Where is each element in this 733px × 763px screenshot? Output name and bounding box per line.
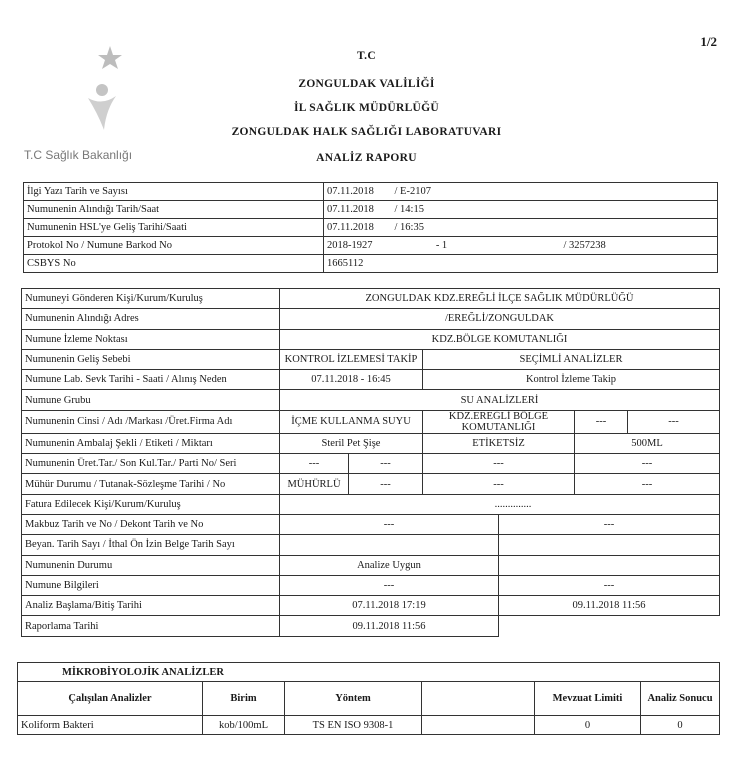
header-report-title: ANALİZ RAPORU [316, 152, 417, 164]
table-row [22, 390, 720, 410]
sender-value: ZONGULDAK KDZ.EREĞLİ İLÇE SAĞLIK MÜDÜRLÜĞÜ [280, 289, 720, 309]
table-row [22, 289, 720, 309]
table-row [22, 329, 720, 349]
table-row [22, 535, 720, 555]
analysis-label: Analiz Başlama/Bitiş Tarihi [22, 596, 280, 616]
prod-value-3: --- [423, 454, 575, 474]
point-label: Numune İzleme Noktası [22, 329, 280, 349]
seal-label: Mühür Durumu / Tutanak-Sözleşme Tarihi / No [22, 474, 280, 494]
header-laboratory: ZONGULDAK HALK SAĞLIĞI LABORATUVARI [231, 126, 502, 138]
pack-value-3: 500ML [575, 433, 720, 453]
seal-value-2: --- [349, 474, 423, 494]
point-value: KDZ.BÖLGE KOMUTANLIĞI [280, 329, 720, 349]
ref-value: / 14:15 [392, 201, 718, 219]
table-row [22, 454, 720, 474]
seal-value-1: MÜHÜRLÜ [280, 474, 349, 494]
col-empty-header [422, 682, 535, 716]
table-row [22, 575, 720, 595]
info-label: Numune Bilgileri [22, 575, 280, 595]
table-row [22, 514, 720, 534]
declaration-value-1 [280, 535, 499, 555]
ref-value: / 16:35 [392, 219, 718, 237]
table-row [22, 349, 720, 369]
micro-section-title: MİKROBİYOLOJİK ANALİZLER [18, 663, 720, 682]
reason-value-1: KONTROL İZLEMESİ TAKİP [280, 349, 423, 369]
table-row [22, 555, 720, 575]
table-row [22, 596, 720, 616]
receipt-value-2: --- [499, 514, 720, 534]
ref-label: İlgi Yazı Tarih ve Sayısı [24, 183, 324, 201]
info-value-2: --- [499, 575, 720, 595]
address-label: Numunenin Alındığı Adres [22, 309, 280, 329]
table-row [22, 433, 720, 453]
declaration-label: Beyan. Tarih Sayı / İthal Ön İzin Belge Tarih Sayı [22, 535, 280, 555]
info-value-1: --- [280, 575, 499, 595]
type-value-2: KDZ.EREĞLİ BÖLGE KOMUTANLIĞI [423, 410, 575, 433]
invoice-label: Fatura Edilecek Kişi/Kurum/Kuruluş [22, 494, 280, 514]
receipt-value-1: --- [280, 514, 499, 534]
ship-label: Numune Lab. Sevk Tarihi - Saati / Alınış Neden [22, 370, 280, 390]
analysis-start: 07.11.2018 17:19 [280, 596, 499, 616]
table-row [24, 255, 718, 273]
report-label: Raporlama Tarihi [22, 616, 280, 636]
sample-table [21, 288, 720, 637]
table-row [22, 410, 720, 433]
analysis-end: 09.11.2018 11:56 [499, 596, 720, 616]
report-empty [499, 616, 720, 636]
table-row [22, 494, 720, 514]
prod-label: Numunenin Üret.Tar./ Son Kul.Tar./ Parti No/ Seri [22, 454, 280, 474]
table-row [18, 716, 720, 735]
reason-label: Numunenin Geliş Sebebi [22, 349, 280, 369]
header-governorship: ZONGULDAK VALİLİĞİ [298, 78, 435, 90]
prod-value-2: --- [349, 454, 423, 474]
type-value-4: --- [628, 410, 720, 433]
pack-value-1: Steril Pet Şişe [280, 433, 423, 453]
table-row [22, 309, 720, 329]
analysis-method: TS EN ISO 9308-1 [285, 716, 422, 735]
table-row [22, 616, 720, 636]
col-analysis-header: Çalışılan Analizler [18, 682, 203, 716]
invoice-value: .............. [280, 494, 720, 514]
analysis-result: 0 [641, 716, 720, 735]
page-number: 1/2 [700, 34, 717, 49]
logo-caption: T.C Sağlık Bakanlığı [24, 148, 133, 162]
type-value-3: --- [575, 410, 628, 433]
pack-label: Numunenin Ambalaj Şekli / Etiketi / Miktarı [22, 433, 280, 453]
analysis-limit: 0 [535, 716, 641, 735]
receipt-label: Makbuz Tarih ve No / Dekont Tarih ve No [22, 514, 280, 534]
ref-date: 07.11.2018 [324, 183, 392, 201]
table-row [18, 663, 720, 682]
pack-value-2: ETİKETSİZ [423, 433, 575, 453]
status-empty [499, 555, 720, 575]
ref-value: - 1 [392, 237, 492, 255]
col-limit-header: Mevzuat Limiti [535, 682, 641, 716]
ref-value: / E-2107 [392, 183, 718, 201]
seal-value-3: --- [423, 474, 575, 494]
micro-table [17, 662, 720, 735]
ref-date: 07.11.2018 [324, 201, 392, 219]
col-unit-header: Birim [203, 682, 285, 716]
ref-label: Numunenin HSL'ye Geliş Tarihi/Saati [24, 219, 324, 237]
ship-value-2: Kontrol İzleme Takip [423, 370, 720, 390]
address-value: /EREĞLİ/ZONGULDAK [280, 309, 720, 329]
reference-table [23, 182, 718, 273]
col-method-header: Yöntem [285, 682, 422, 716]
ref-label: Protokol No / Numune Barkod No [24, 237, 324, 255]
ship-value-1: 07.11.2018 - 16:45 [280, 370, 423, 390]
status-label: Numunenin Durumu [22, 555, 280, 575]
ref-label: Numunenin Alındığı Tarih/Saat [24, 201, 324, 219]
header-directorate: İL SAĞLIK MÜDÜRLÜĞÜ [294, 102, 439, 114]
table-row [22, 370, 720, 390]
col-result-header: Analiz Sonucu [641, 682, 720, 716]
analysis-unit: kob/100mL [203, 716, 285, 735]
table-row [22, 474, 720, 494]
prod-value-4: --- [575, 454, 720, 474]
table-row [24, 219, 718, 237]
table-row [24, 201, 718, 219]
ref-date: 1665112 [324, 255, 718, 273]
type-value-1: İÇME KULLANMA SUYU [280, 410, 423, 433]
status-value: Analize Uygun [280, 555, 499, 575]
seal-value-4: --- [575, 474, 720, 494]
analysis-empty [422, 716, 535, 735]
table-row [24, 183, 718, 201]
table-row [24, 237, 718, 255]
declaration-value-2 [499, 535, 720, 555]
ref-label: CSBYS No [24, 255, 324, 273]
group-value: SU ANALİZLERİ [280, 390, 720, 410]
type-label: Numunenin Cinsi / Adı /Markası /Üret.Firma Adı [22, 410, 280, 433]
header-tc: T.C [357, 50, 376, 62]
sender-label: Numuneyi Gönderen Kişi/Kurum/Kuruluş [22, 289, 280, 309]
analysis-name: Koliform Bakteri [18, 716, 203, 735]
ref-date: 2018-1927 [324, 237, 392, 255]
ref-barcode: / 3257238 [492, 237, 718, 255]
group-label: Numune Grubu [22, 390, 280, 410]
prod-value-1: --- [280, 454, 349, 474]
reason-value-2: SEÇİMLİ ANALİZLER [423, 349, 720, 369]
table-row [18, 682, 720, 716]
ref-date: 07.11.2018 [324, 219, 392, 237]
report-value: 09.11.2018 11:56 [280, 616, 499, 636]
